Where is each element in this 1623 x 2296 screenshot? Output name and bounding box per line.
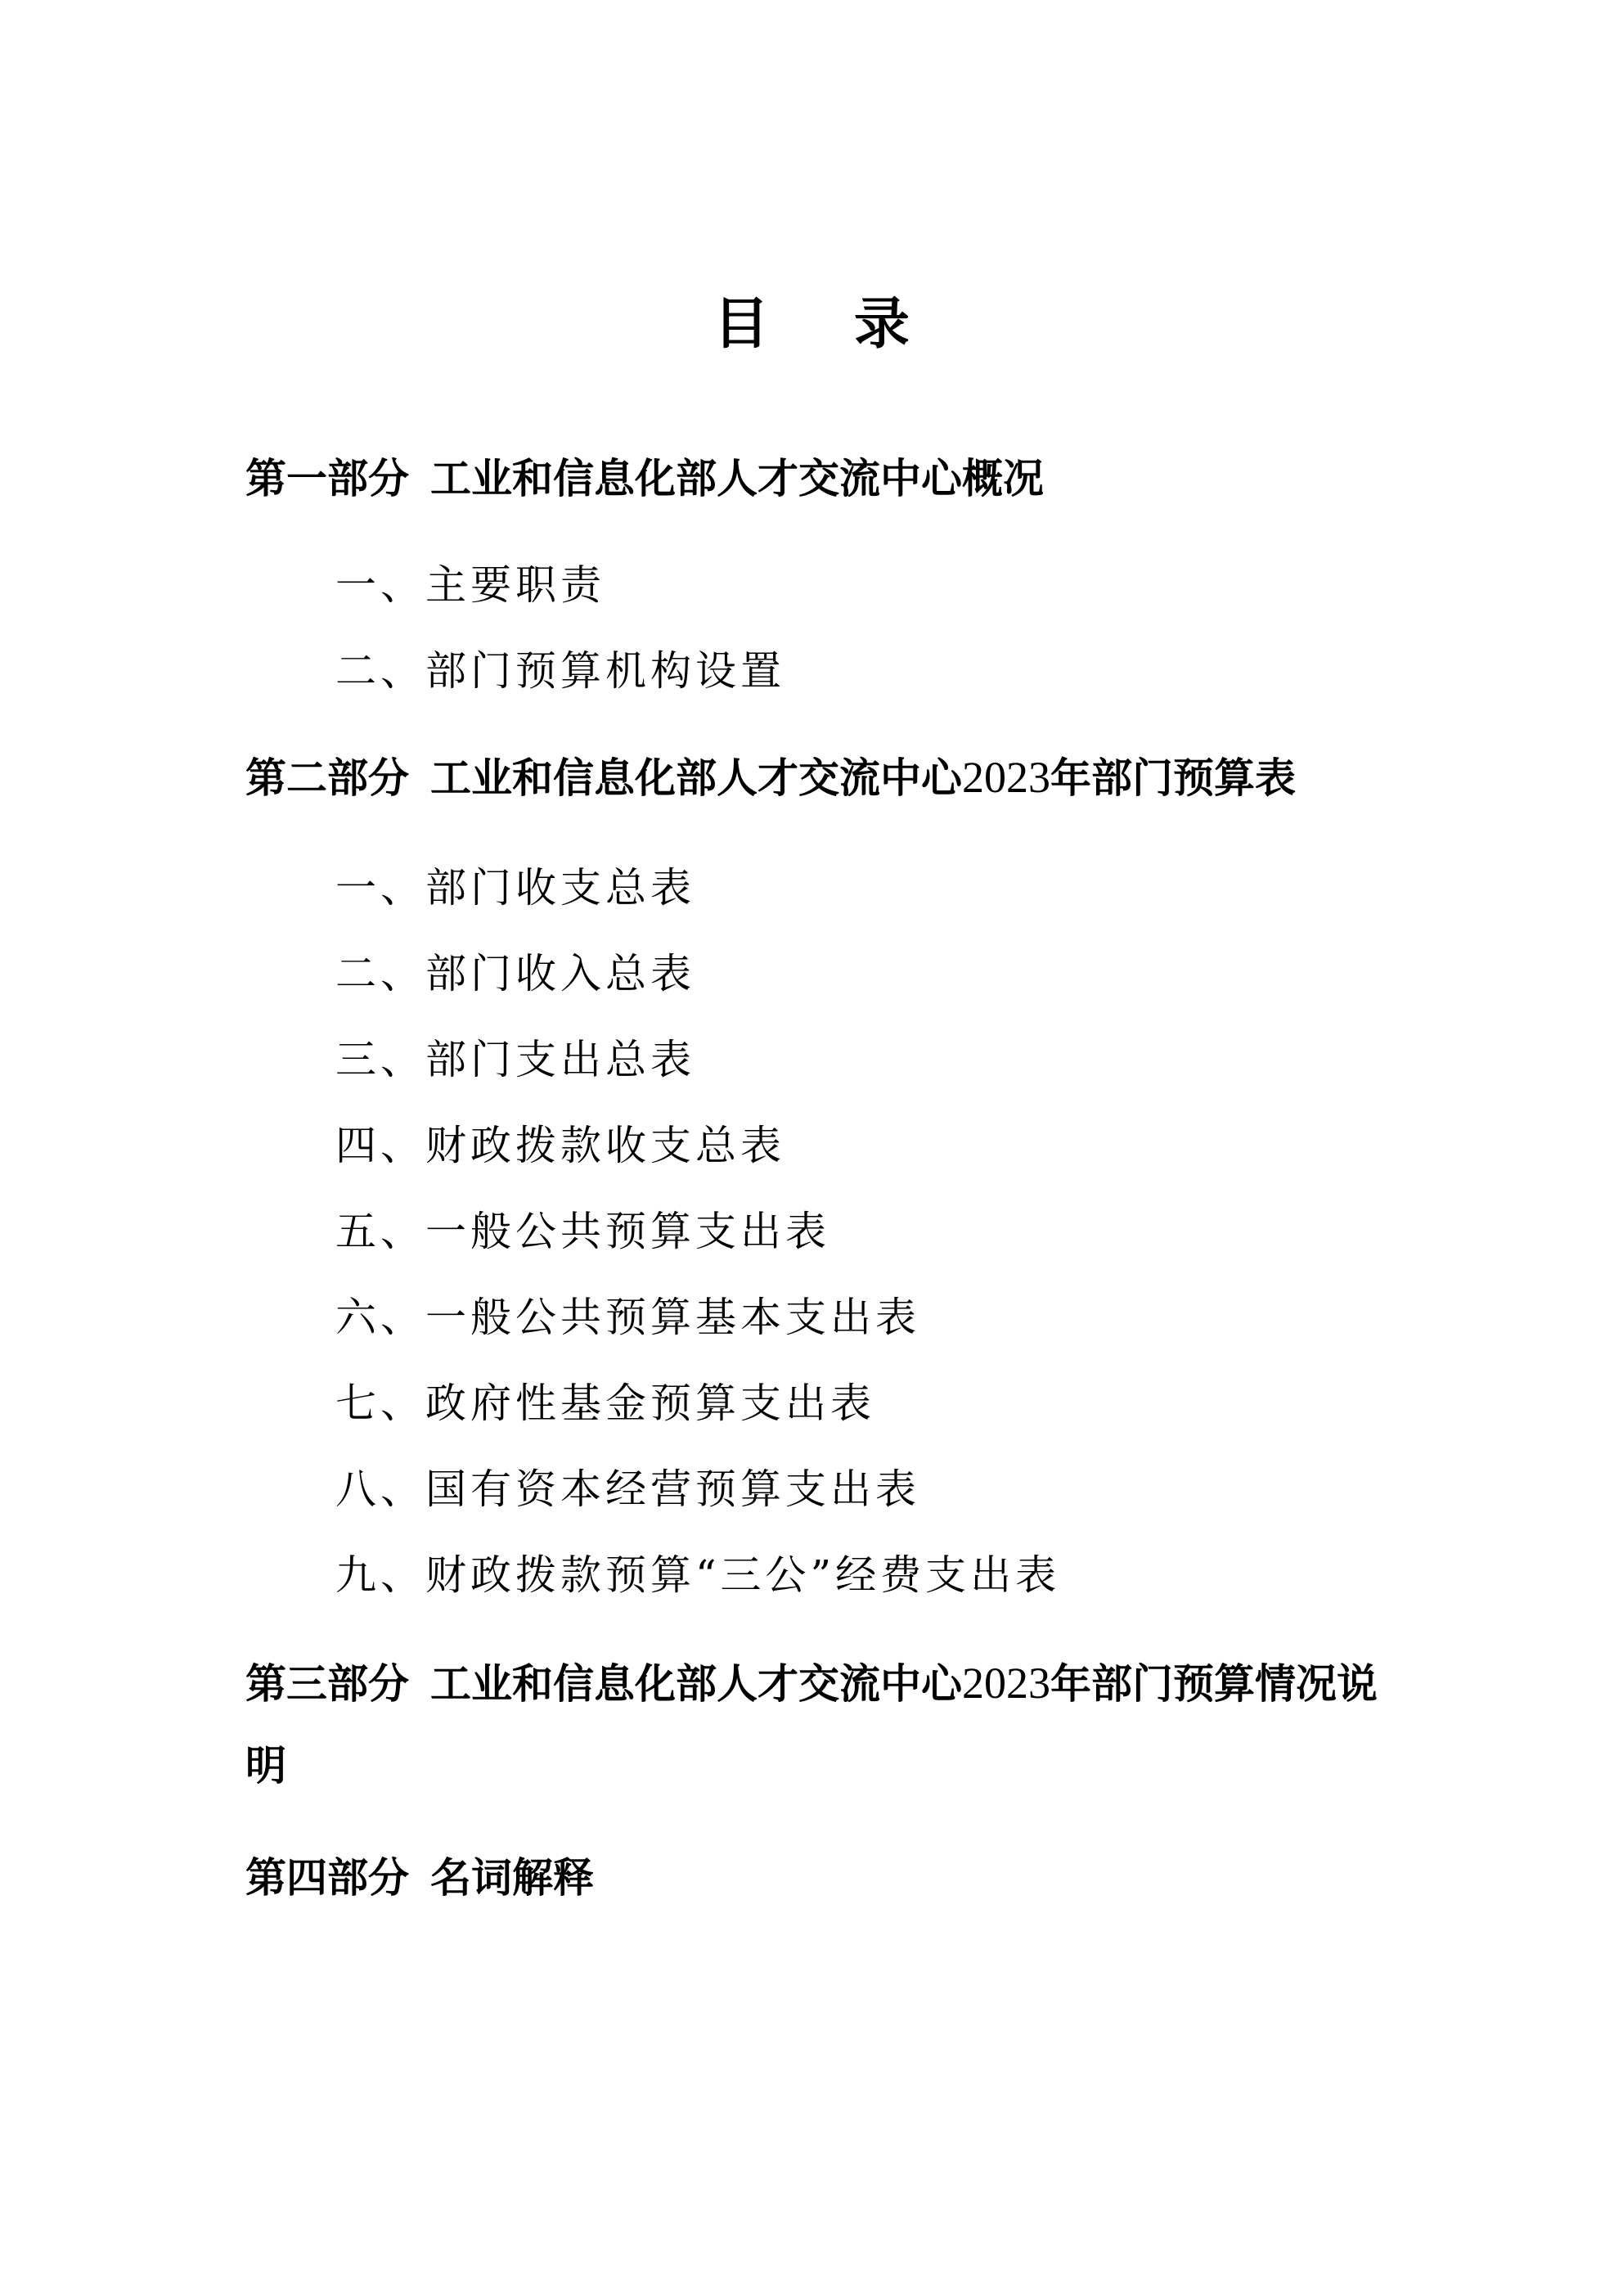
- part-3-label: 第三部分: [245, 1660, 409, 1708]
- toc-title: 目 录: [713, 292, 942, 357]
- toc-item-1-2[interactable]: 二、部门预算机构设置: [335, 647, 785, 695]
- part-1-title: 工业和信息化部人才交流中心概况: [430, 455, 1044, 502]
- toc-item-1-1[interactable]: 一、主要职责: [335, 561, 605, 609]
- part-2-year: 2023: [962, 753, 1050, 802]
- toc-part-2[interactable]: [245, 736, 1296, 819]
- part-3-title-post: 年部门预算情况说明: [245, 1660, 1378, 1790]
- part-2-label: 第二部分: [245, 754, 409, 802]
- part-2-title-pre: 工业和信息化部人才交流中心: [430, 754, 962, 802]
- toc-item-2-2[interactable]: 二、部门收入总表: [335, 950, 695, 997]
- toc-item-2-9[interactable]: 九、财政拨款预算“三公”经费支出表: [335, 1551, 1061, 1599]
- part-4-label: 第四部分: [245, 1854, 409, 1902]
- toc-item-2-1[interactable]: 一、部门收支总表: [335, 864, 695, 912]
- toc-item-2-4[interactable]: 四、财政拨款收支总表: [335, 1122, 785, 1169]
- toc-item-2-5[interactable]: 五、一般公共预算支出表: [335, 1208, 830, 1255]
- toc-item-2-7[interactable]: 七、政府性基金预算支出表: [335, 1380, 875, 1427]
- part-3-year: 2023: [962, 1659, 1050, 1708]
- part-1-label: 第一部分: [245, 455, 409, 502]
- toc-part-4[interactable]: [245, 1837, 594, 1919]
- part-2-title-post: 年部门预算表: [1050, 754, 1296, 802]
- toc-item-2-6[interactable]: 六、一般公共预算基本支出表: [335, 1294, 920, 1341]
- toc-item-2-8[interactable]: 八、国有资本经营预算支出表: [335, 1465, 920, 1513]
- part-4-title: 名词解释: [430, 1854, 594, 1902]
- toc-part-3[interactable]: [245, 1642, 1391, 1807]
- toc-item-2-3[interactable]: 三、部门支出总表: [335, 1036, 695, 1083]
- part-3-title-pre: 工业和信息化部人才交流中心: [430, 1660, 962, 1708]
- toc-part-1[interactable]: [245, 438, 1044, 520]
